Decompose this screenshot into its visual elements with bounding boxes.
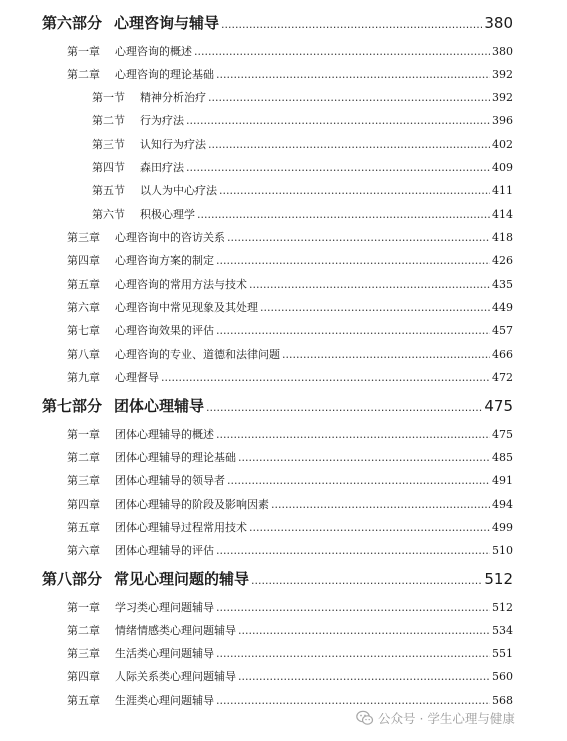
toc-entry-number: 第六节 xyxy=(92,208,125,221)
toc-chapter-row xyxy=(67,692,513,708)
toc-page-number: 568 xyxy=(492,694,513,707)
toc-entry-number: 第一章 xyxy=(67,601,100,614)
toc-page-number: 380 xyxy=(492,45,513,58)
toc-page-number: 466 xyxy=(492,348,513,361)
toc-entry-number: 第五节 xyxy=(92,184,125,197)
toc-chapter-row xyxy=(67,369,513,385)
dot-leader xyxy=(221,18,482,31)
toc-entry-title: 心理咨询中常见现象及其处理 xyxy=(115,301,258,314)
toc-entry-title: 心理咨询与辅导 xyxy=(114,14,220,32)
toc-entry-title: 心理咨询的概述 xyxy=(115,45,192,58)
toc-page-number: 392 xyxy=(492,68,513,81)
dot-leader xyxy=(260,301,490,314)
toc-chapter-row xyxy=(67,599,513,615)
dot-leader xyxy=(216,68,490,81)
toc-entry-title: 团体心理辅导 xyxy=(114,397,205,415)
toc-chapter-row xyxy=(67,252,513,268)
toc-entry-title: 行为疗法 xyxy=(140,114,184,127)
dot-leader xyxy=(238,451,490,464)
dot-leader xyxy=(216,647,490,660)
toc-chapter-row xyxy=(67,299,513,315)
toc-entry-title: 情绪情感类心理问题辅导 xyxy=(115,624,236,637)
toc-entry-number: 第七章 xyxy=(67,324,100,337)
toc-entry-number: 第四章 xyxy=(67,254,100,267)
toc-page-number: 392 xyxy=(492,91,513,104)
toc-chapter-row xyxy=(67,645,513,661)
dot-leader xyxy=(194,45,490,58)
dot-leader xyxy=(186,114,490,127)
toc-chapter-row xyxy=(67,472,513,488)
toc-page-number: 380 xyxy=(484,14,513,32)
toc-section-row xyxy=(92,89,513,105)
toc-chapter-row xyxy=(67,276,513,292)
dot-leader xyxy=(227,474,490,487)
toc-page-number: 485 xyxy=(492,451,513,464)
dot-leader xyxy=(216,694,490,707)
toc-entry-title: 心理咨询的常用方法与技术 xyxy=(115,278,247,291)
toc-page-number: 475 xyxy=(492,428,513,441)
dot-leader xyxy=(208,138,490,151)
toc-page-number: 409 xyxy=(492,161,513,174)
toc-page-number: 512 xyxy=(484,570,513,588)
dot-leader xyxy=(249,521,490,534)
toc-entry-title: 心理咨询的专业、道德和法律问题 xyxy=(115,348,280,361)
toc-entry-title: 团体心理辅导的领导者 xyxy=(115,474,225,487)
toc-entry-number: 第一节 xyxy=(92,91,125,104)
toc-entry-number: 第五章 xyxy=(67,694,100,707)
dot-leader xyxy=(238,670,490,683)
toc-entry-title: 以人为中心疗法 xyxy=(140,184,217,197)
toc-entry-title: 认知行为疗法 xyxy=(140,138,206,151)
toc-entry-number: 第八章 xyxy=(67,348,100,361)
toc-page-number: 411 xyxy=(492,184,513,197)
dot-leader xyxy=(208,91,490,104)
dot-leader xyxy=(219,184,490,197)
toc-entry-title: 积极心理学 xyxy=(140,208,195,221)
wechat-icon xyxy=(356,710,374,726)
watermark xyxy=(356,708,515,728)
toc-page-number: 494 xyxy=(492,498,513,511)
toc-chapter-row xyxy=(67,622,513,638)
toc-chapter-row xyxy=(67,426,513,442)
dot-leader xyxy=(186,161,490,174)
toc-page-number: 426 xyxy=(492,254,513,267)
toc-entry-number: 第八部分 xyxy=(42,570,103,588)
toc-part-row xyxy=(42,395,513,416)
dot-leader xyxy=(227,231,490,244)
toc-section-row xyxy=(92,206,513,222)
dot-leader xyxy=(161,371,490,384)
toc-page-number: 396 xyxy=(492,114,513,127)
toc-chapter-row xyxy=(67,346,513,362)
dot-leader xyxy=(206,401,482,414)
toc-entry-number: 第四章 xyxy=(67,670,100,683)
toc-page-number: 457 xyxy=(492,324,513,337)
toc-entry-number: 第二章 xyxy=(67,624,100,637)
toc-page-number: 435 xyxy=(492,278,513,291)
dot-leader xyxy=(216,254,490,267)
toc-entry-number: 第二章 xyxy=(67,451,100,464)
toc-entry-number: 第五章 xyxy=(67,521,100,534)
toc-entry-number: 第五章 xyxy=(67,278,100,291)
toc-chapter-row xyxy=(67,66,513,82)
toc-entry-title: 心理咨询方案的制定 xyxy=(115,254,214,267)
toc-entry-number: 第三章 xyxy=(67,647,100,660)
toc-chapter-row xyxy=(67,449,513,465)
toc-page-number: 414 xyxy=(492,208,513,221)
dot-leader xyxy=(216,324,490,337)
toc-page-number: 551 xyxy=(492,647,513,660)
toc-page-number: 402 xyxy=(492,138,513,151)
toc-chapter-row xyxy=(67,542,513,558)
toc-entry-number: 第七部分 xyxy=(42,397,103,415)
toc-entry-title: 生活类心理问题辅导 xyxy=(115,647,214,660)
toc-entry-title: 心理督导 xyxy=(115,371,159,384)
toc-entry-title: 心理咨询的理论基础 xyxy=(115,68,214,81)
watermark-text: 公众号 · 学生心理与健康 xyxy=(378,711,515,726)
toc-page-number: 512 xyxy=(492,601,513,614)
toc-page-number: 560 xyxy=(492,670,513,683)
toc-entry-number: 第三节 xyxy=(92,138,125,151)
toc-section-row xyxy=(92,136,513,152)
toc-entry-number: 第一章 xyxy=(67,45,100,58)
toc-page-number: 475 xyxy=(484,397,513,415)
toc-entry-title: 精神分析治疗 xyxy=(140,91,206,104)
toc-entry-title: 团体心理辅导的评估 xyxy=(115,544,214,557)
toc-entry-number: 第三章 xyxy=(67,474,100,487)
toc-page-number: 449 xyxy=(492,301,513,314)
toc-entry-number: 第六部分 xyxy=(42,14,103,32)
toc-chapter-row xyxy=(67,229,513,245)
toc-section-row xyxy=(92,182,513,198)
toc-entry-number: 第一章 xyxy=(67,428,100,441)
dot-leader xyxy=(216,428,490,441)
toc-entry-number: 第三章 xyxy=(67,231,100,244)
toc-page-number: 499 xyxy=(492,521,513,534)
toc-entry-number: 第二节 xyxy=(92,114,125,127)
toc-entry-title: 团体心理辅导的概述 xyxy=(115,428,214,441)
toc-chapter-row xyxy=(67,43,513,59)
toc-chapter-row xyxy=(67,496,513,512)
dot-leader xyxy=(216,544,490,557)
toc-entry-title: 心理咨询中的咨访关系 xyxy=(115,231,225,244)
toc-chapter-row xyxy=(67,519,513,535)
toc-part-row xyxy=(42,568,513,589)
dot-leader xyxy=(249,278,490,291)
toc-page-number: 418 xyxy=(492,231,513,244)
dot-leader xyxy=(216,601,490,614)
toc-entry-number: 第二章 xyxy=(67,68,100,81)
dot-leader xyxy=(271,498,490,511)
toc-page-number: 510 xyxy=(492,544,513,557)
toc-page-number: 534 xyxy=(492,624,513,637)
toc-entry-title: 人际关系类心理问题辅导 xyxy=(115,670,236,683)
toc-chapter-row xyxy=(67,668,513,684)
toc-entry-number: 第四章 xyxy=(67,498,100,511)
toc-entry-title: 生涯类心理问题辅导 xyxy=(115,694,214,707)
toc-page-number: 491 xyxy=(492,474,513,487)
dot-leader xyxy=(251,574,482,587)
toc-entry-title: 团体心理辅导的理论基础 xyxy=(115,451,236,464)
toc-entry-title: 团体心理辅导过程常用技术 xyxy=(115,521,247,534)
toc-entry-number: 第六章 xyxy=(67,301,100,314)
dot-leader xyxy=(282,348,490,361)
toc-part-row xyxy=(42,12,513,33)
toc-entry-title: 常见心理问题的辅导 xyxy=(114,570,250,588)
toc-entry-title: 团体心理辅导的阶段及影响因素 xyxy=(115,498,269,511)
toc-entry-number: 第六章 xyxy=(67,544,100,557)
dot-leader xyxy=(197,208,490,221)
toc-section-row xyxy=(92,112,513,128)
toc-entry-number: 第九章 xyxy=(67,371,100,384)
toc-section-row xyxy=(92,159,513,175)
toc-chapter-row xyxy=(67,322,513,338)
toc-entry-title: 森田疗法 xyxy=(140,161,184,174)
dot-leader xyxy=(238,624,490,637)
toc-page-number: 472 xyxy=(492,371,513,384)
toc-entry-number: 第四节 xyxy=(92,161,125,174)
toc-entry-title: 心理咨询效果的评估 xyxy=(115,324,214,337)
toc-entry-title: 学习类心理问题辅导 xyxy=(115,601,214,614)
